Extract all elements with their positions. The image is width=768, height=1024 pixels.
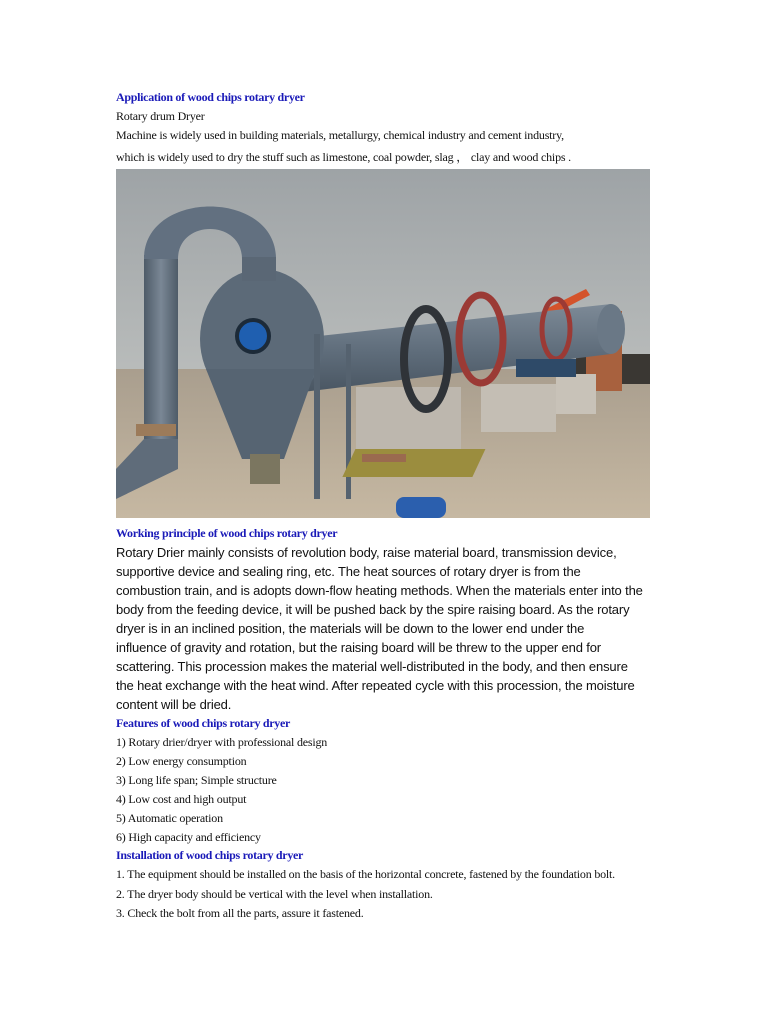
- working-principle-line: the heat exchange with the heat wind. After repeated cycle with this procession, the moisture: [116, 678, 635, 693]
- feature-item: 5) Automatic operation: [116, 811, 223, 825]
- feature-item: 2) Low energy consumption: [116, 754, 247, 768]
- heading-application: Application of wood chips rotary dryer: [116, 90, 305, 104]
- working-principle-line: body from the feeding device, it will be pushed back by the spire raising board. As the rotary: [116, 602, 630, 617]
- working-principle-line: dryer is in an inclined position, the materials will be down to the lower end under the: [116, 621, 585, 636]
- heading-features: Features of wood chips rotary dryer: [116, 716, 291, 730]
- feature-item: 6) High capacity and efficiency: [116, 830, 261, 844]
- working-principle-line: Rotary Drier mainly consists of revolution body, raise material board, transmission device,: [116, 545, 617, 560]
- working-principle-line: content will be dried.: [116, 697, 232, 712]
- working-principle-line: influence of gravity and rotation, but the raising board will be threw to the upper end for: [116, 640, 601, 655]
- subtitle-rotary-drum: Rotary drum Dryer: [116, 109, 205, 123]
- working-principle-line: combustion train, and is adopts down-flow heating methods. When the materials enter into the: [116, 583, 643, 598]
- feature-item: 3) Long life span; Simple structure: [116, 773, 277, 787]
- feature-item: 1) Rotary drier/dryer with professional design: [116, 735, 328, 749]
- working-principle-paragraph: [116, 543, 656, 714]
- feature-item: 4) Low cost and high output: [116, 792, 247, 806]
- rotary-dryer-photo: [116, 169, 650, 518]
- application-text-line-1: Machine is widely used in building materials, metallurgy, chemical industry and cement industry,: [116, 128, 564, 142]
- heading-working-principle: Working principle of wood chips rotary dryer: [116, 526, 338, 540]
- application-text-line-2: which is widely used to dry the stuff such as limestone, coal powder, slag ， clay and wood chips .: [116, 150, 571, 164]
- heading-installation: Installation of wood chips rotary dryer: [116, 848, 304, 862]
- working-principle-line: scattering. This procession makes the material well-distributed in the body, and then ensure: [116, 659, 628, 674]
- installation-item: 1. The equipment should be installed on the basis of the horizontal concrete, fastened by the foundation bolt.: [116, 867, 615, 881]
- installation-item: 3. Check the bolt from all the parts, assure it fastened.: [116, 906, 364, 920]
- working-principle-line: supportive device and sealing ring, etc. The heat sources of rotary dryer is from the: [116, 564, 581, 579]
- installation-item: 2. The dryer body should be vertical with the level when installation.: [116, 887, 433, 901]
